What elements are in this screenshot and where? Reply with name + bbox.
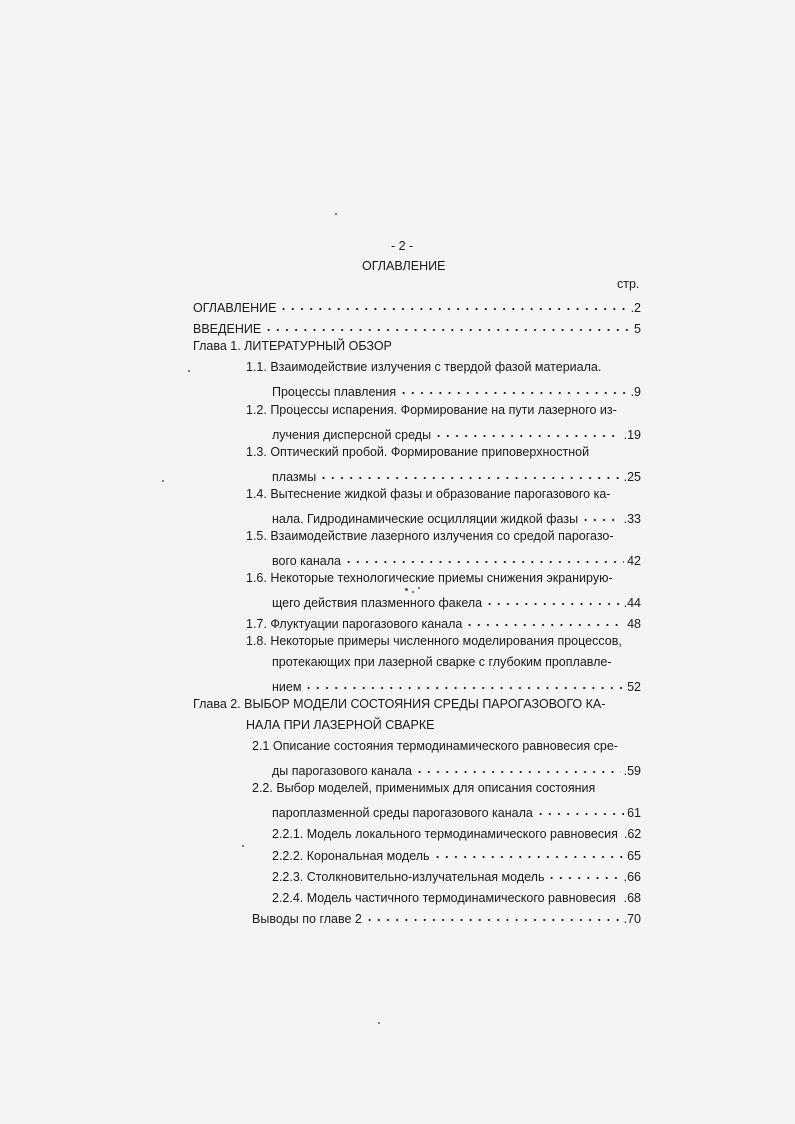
page-column-label: стр. [617,277,640,291]
dot-leader [365,907,621,923]
toc-entry[interactable] [272,886,641,906]
entry-label: 1.7. Флуктуации парогазового канала [246,617,463,631]
scan-speck [188,370,190,372]
toc-heading: ОГЛАВЛЕНИЕ [362,259,446,273]
entry-label: щего действия плазменного факела [272,596,483,610]
toc-entry[interactable] [272,591,641,611]
section-heading[interactable]: 1.8. Некоторые примеры численного моделирования процессов, [246,634,622,648]
toc-entry[interactable] [193,296,641,316]
dot-leader [485,591,620,607]
toc-entry[interactable] [272,801,641,821]
dot-leader [619,886,621,902]
page-number: - 2 - [391,239,414,253]
toc-entry[interactable] [272,822,641,842]
dot-leader [279,296,627,312]
entry-label: нием [272,680,302,694]
toc-entry[interactable] [246,612,641,632]
entry-label: плазмы [272,470,317,484]
entry-page: .70 [623,912,641,926]
toc-entry[interactable] [272,507,641,527]
entry-page: 52 [627,680,641,694]
entry-page: .33 [623,512,641,526]
toc-entry[interactable] [272,549,641,569]
toc-entry[interactable] [272,380,641,400]
dot-leader [547,865,620,881]
toc-entry[interactable] [272,759,641,779]
toc-entry[interactable] [272,675,641,695]
dot-leader [304,675,624,691]
chapter-heading-continued[interactable]: НАЛА ПРИ ЛАЗЕРНОЙ СВАРКЕ [246,718,435,732]
dot-leader [581,507,621,523]
entry-page: 5 [634,322,641,336]
dot-leader [319,465,620,481]
section-heading[interactable]: 2.2. Выбор моделей, применимых для описания состояния [252,781,596,795]
entry-label: ды парогазового канала [272,764,412,778]
chapter-heading[interactable]: Глава 2. ВЫБОР МОДЕЛИ СОСТОЯНИЯ СРЕДЫ ПАРОГАЗОВОГО КА- [193,697,606,711]
section-heading[interactable]: 1.3. Оптический пробой. Формирование приповерхностной [246,445,590,459]
entry-page: .68 [623,891,641,905]
dot-leader [536,801,624,817]
entry-page: .25 [623,470,641,484]
entry-label: 2.2.4. Модель частичного термодинамического равновесия [272,891,616,905]
entry-page: .19 [623,428,641,442]
entry-page: 48 [627,617,641,631]
section-heading[interactable]: 2.1 Описание состояния термодинамического равновесия сре- [252,739,618,753]
scan-speck [378,1022,380,1024]
dot-leader [465,612,624,628]
entry-label: 2.2.2. Корональная модель [272,849,430,863]
section-heading[interactable]: 1.5. Взаимодействие лазерного излучения со средой парогазо- [246,529,614,543]
dot-leader [415,759,621,775]
entry-label: лучения дисперсной среды [272,428,432,442]
toc-entry[interactable] [252,907,641,927]
entry-label: ОГЛАВЛЕНИЕ [193,301,277,315]
section-heading[interactable]: 1.6. Некоторые технологические приемы снижения экранирую- [246,571,613,585]
entry-label: 2.2.3. Столкновительно-излучательная модель [272,870,545,884]
dot-leader [434,423,621,439]
toc-entry[interactable] [272,423,641,443]
section-heading[interactable]: 1.4. Вытеснение жидкой фазы и образование парогазового ка- [246,487,611,501]
entry-page: 61 [627,806,641,820]
scan-speck [335,213,337,215]
dot-leader [264,317,631,333]
entry-label: Выводы по главе 2 [252,912,362,926]
entry-label: ВВЕДЕНИЕ [193,322,262,336]
toc-entry[interactable] [272,865,641,885]
chapter-heading[interactable]: Глава 1. ЛИТЕРАТУРНЫЙ ОБЗОР [193,339,392,353]
scan-speck [418,587,420,589]
entry-page: .59 [623,764,641,778]
entry-label: Процессы плавления [272,385,397,399]
entry-label: 2.2.1. Модель локального термодинамического равновесия [272,827,618,841]
entry-page: .9 [630,385,641,399]
entry-page: .44 [623,596,641,610]
toc-entry[interactable] [193,317,641,337]
toc-entry[interactable] [272,844,641,864]
scan-speck [162,480,164,482]
entry-label: нала. Гидродинамические осцилляции жидкой фазы [272,512,579,526]
entry-label: пароплазменной среды парогазового канала [272,806,533,820]
entry-page: .62 [623,827,642,841]
entry-page: 65 [627,849,641,863]
dot-leader [433,844,625,860]
section-heading[interactable]: 1.2. Процессы испарения. Формирование на пути лазерного из- [246,403,617,417]
dot-leader [344,549,624,565]
dot-leader [399,380,627,396]
entry-label: вого канала [272,554,341,568]
scan-speck [242,845,244,847]
toc-entry[interactable] [272,465,641,485]
section-heading-continued[interactable]: протекающих при лазерной сварке с глубоким проплавле- [272,655,612,669]
entry-page: .2 [630,301,641,315]
entry-page: 42 [627,554,641,568]
section-heading[interactable]: 1.1. Взаимодействие излучения с твердой фазой материала. [246,360,602,374]
entry-page: .66 [623,870,641,884]
